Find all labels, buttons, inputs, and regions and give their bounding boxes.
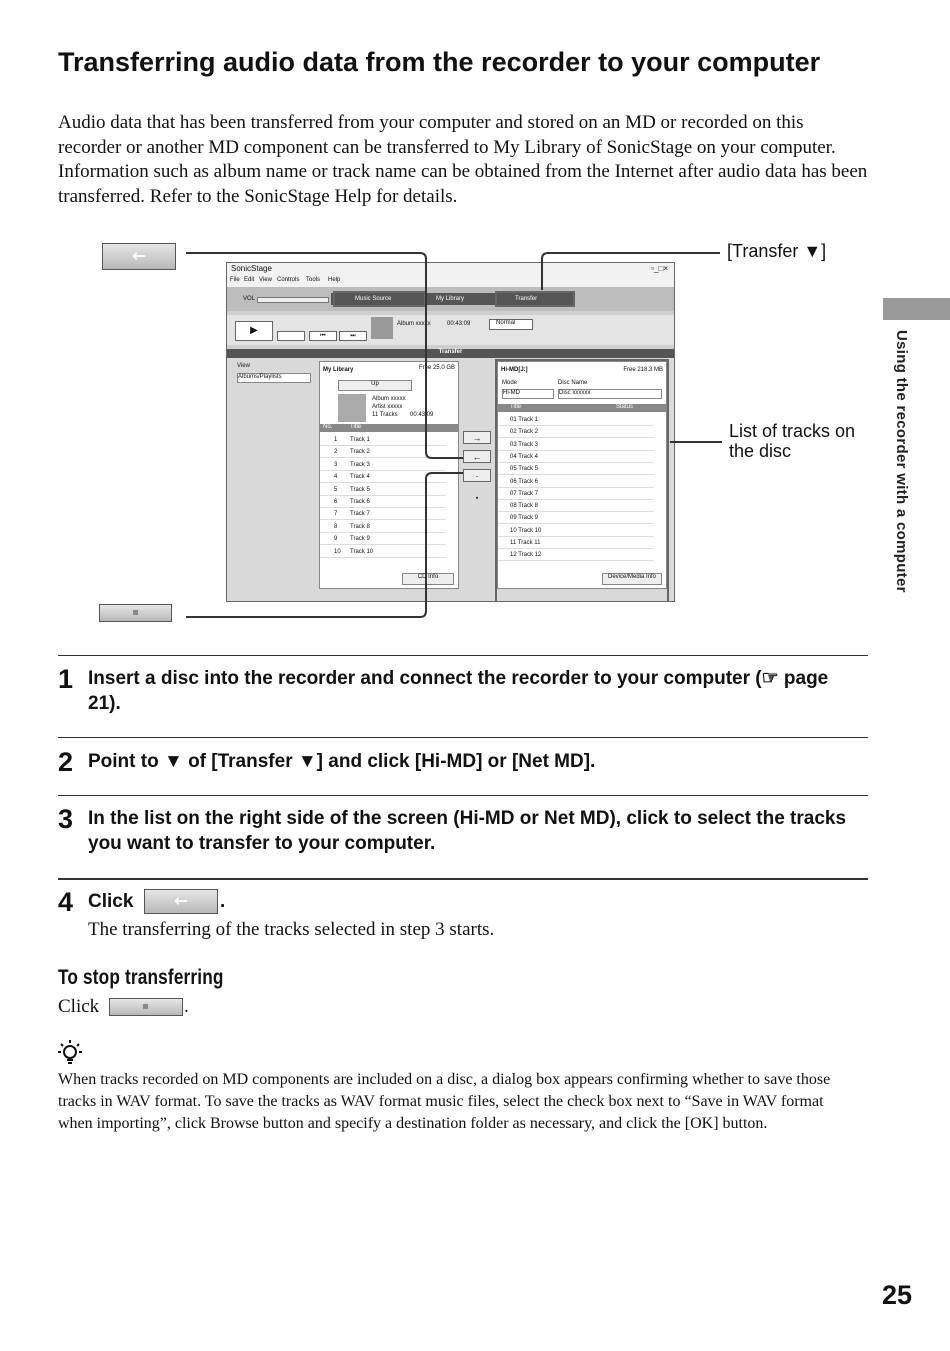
track-title: Track 1 [350, 437, 370, 443]
library-title: My Library [323, 367, 354, 373]
track-title: 02 Track 2 [510, 429, 539, 436]
library-up: Up [338, 380, 412, 391]
track-title: Track 6 [350, 499, 370, 505]
menu-help: Help [328, 277, 341, 283]
track-number: 2 [334, 449, 338, 456]
cd-info-button: CD Info [402, 573, 454, 585]
divider [58, 655, 868, 656]
leader-line-stop-button [186, 473, 463, 617]
page-number: 25 [882, 1280, 913, 1310]
divider [58, 795, 868, 796]
step-text-3: In the list on the right side of the screen (Hi-MD or Net MD), click to select the tracks you want to transfer to your computer. [88, 808, 847, 854]
stop-icon [143, 1004, 148, 1009]
track-title: 11 Track 11 [510, 540, 541, 546]
device-disc-label: Disc Name [558, 380, 588, 386]
side-tab-label: Using the recorder with a computer [893, 330, 910, 593]
track-number: 10 [334, 548, 341, 555]
device-mode-value: Hi-MD [503, 390, 520, 396]
tip-note: When tracks recorded on MD components are included on a disc, a dialog box appears confirming whether to save those tracks in WAV format. To save the tracks as WAV format music files, select the check box next to “Save in WAV format when importing”, click Browse button and specify a destination folder as necessary, and click the [OK] button. [58, 1071, 831, 1132]
left-arrow-icon: ← [173, 891, 189, 912]
track-title: 12 Track 12 [510, 552, 542, 559]
track-title: Track 10 [350, 548, 374, 555]
library-col-no: No. [323, 424, 333, 430]
track-title: Track 5 [350, 486, 370, 493]
transfer-to-computer-button-inline [144, 889, 218, 914]
track-number: 4 [334, 474, 338, 481]
step-text-4: Click [88, 891, 134, 912]
tab-my-library: My Library [436, 296, 465, 302]
track-number: 3 [334, 461, 338, 468]
prev-icon: ⏮ [309, 331, 337, 341]
device-info-button: Device/Media Info [602, 573, 662, 585]
track-title: 10 Track 10 [510, 527, 542, 534]
window-controls-icon: ▫_□× [651, 264, 668, 273]
vol-label: VOL [243, 296, 256, 302]
menu-tools: Tools [306, 277, 321, 283]
library-album: Album xxxxx [372, 396, 406, 402]
intro-paragraph-2: Information such as album name or track name can be obtained from the Internet after audio data has been transferred. Refer to the SonicStage Help for details. [58, 161, 868, 207]
track-list-callout-line1: List of tracks on [729, 421, 856, 441]
now-playing-time: 00:43:09 [447, 321, 471, 327]
play-icon: ▶ [235, 321, 273, 341]
divider [58, 737, 868, 738]
track-title: Track 8 [350, 523, 370, 530]
track-list-callout-line2: the disc [729, 441, 792, 461]
leader-line-transfer-button [186, 253, 463, 458]
track-title: 01 Track 1 [510, 417, 539, 423]
track-number: 7 [334, 511, 338, 518]
step-number-1: 1 [58, 664, 74, 694]
track-title: 06 Track 6 [510, 478, 539, 485]
app-title: SonicStage [231, 264, 272, 273]
transfer-left-arrow-icon: ← [463, 450, 491, 463]
view-label: View [237, 363, 250, 369]
stop-text-end: . [184, 996, 189, 1017]
step-text-1: Insert a disc into the recorder and connect the recorder to your computer (☞ page 21). [88, 668, 829, 714]
leader-line-transfer-menu [542, 253, 720, 290]
track-title: 05 Track 5 [510, 466, 539, 473]
library-free: Free 25.0 GB [418, 365, 455, 371]
track-title: 07 Track 7 [510, 490, 539, 497]
library-duration: 00:43:09 [410, 412, 434, 418]
transfer-callout: [Transfer ▼] [727, 241, 827, 261]
track-number: 6 [334, 499, 338, 505]
track-number: 5 [334, 486, 338, 493]
track-number: 1 [334, 437, 338, 443]
page-title: Transferring audio data from the recorder to your computer [58, 47, 821, 77]
library-col-title: Title [350, 424, 362, 430]
track-title: 09 Track 9 [510, 515, 539, 522]
track-title: Track 4 [350, 474, 370, 481]
device-title: Hi-MD[J:] [501, 367, 528, 373]
intro-paragraph-1: Audio data that has been transferred from your computer and stored on an MD or recorded on this recorder or another MD component can be transferred to My Library of SonicStage on your computer. [58, 112, 836, 158]
track-title: 03 Track 3 [510, 441, 539, 448]
device-col-title: Title [510, 404, 522, 410]
transfer-header: Transfer [227, 349, 674, 358]
step-4-result: The transferring of the tracks selected in step 3 starts. [88, 919, 495, 940]
track-number: 9 [334, 536, 338, 543]
device-free: Free 218.3 MB [623, 367, 663, 373]
now-playing-album: Album xxxxx [397, 321, 431, 327]
device-mode-label: Mode [502, 380, 518, 386]
transfer-right-arrow-icon: → [463, 431, 491, 444]
play-mode-value: Normal [496, 320, 516, 326]
transfer-stop-icon: · [463, 469, 491, 482]
menu-view: View [259, 277, 272, 283]
step-text-2: Point to ▼ of [Transfer ▼] and click [Hi-MD] or [Net MD]. [88, 751, 596, 772]
briefcase-icon: ▪ [475, 495, 479, 502]
device-col-status: Status [616, 404, 634, 410]
menu-file: File [230, 277, 240, 283]
track-title: 04 Track 4 [510, 453, 539, 460]
step-number-3: 3 [58, 804, 74, 834]
track-title: 08 Track 8 [510, 503, 539, 510]
step-number-2: 2 [58, 747, 74, 777]
stop-heading: To stop transferring [58, 966, 224, 989]
menu-edit: Edit [244, 277, 255, 283]
track-title: Track 2 [350, 449, 370, 456]
step-number-4: 4 [58, 887, 74, 917]
tab-transfer: Transfer [515, 296, 538, 302]
stop-button-inline [109, 998, 183, 1016]
lightbulb-icon [58, 1039, 82, 1067]
track-number: 8 [334, 523, 338, 530]
library-track-count: 11 Tracks [372, 412, 398, 418]
track-title: Track 7 [350, 511, 370, 518]
left-arrow-icon: ← [131, 246, 147, 267]
menu-controls: Controls [277, 277, 300, 283]
stop-text: Click [58, 996, 100, 1017]
device-disc-value: Disc xxxxxx [559, 390, 591, 396]
tab-music-source: Music Source [355, 296, 392, 302]
step-text-4-end: . [220, 891, 226, 912]
track-title: Track 9 [350, 536, 370, 543]
next-icon: ⏭ [339, 331, 367, 341]
divider [58, 878, 868, 880]
view-select-value: Albums/Playlists [238, 374, 282, 380]
track-title: Track 3 [350, 461, 370, 468]
library-artist: Artist xxxxx [372, 404, 403, 410]
